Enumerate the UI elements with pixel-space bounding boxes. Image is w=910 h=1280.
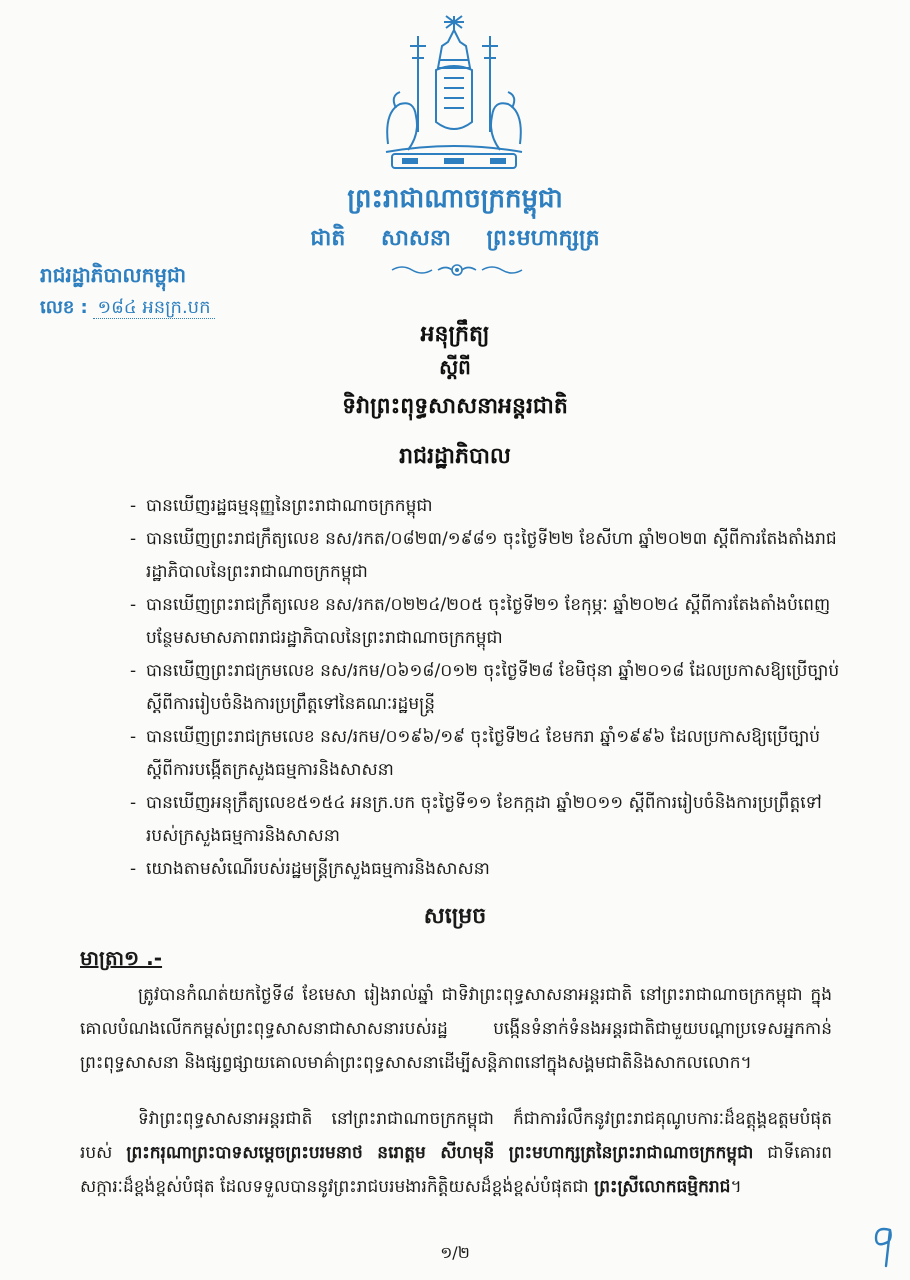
national-motto: ជាតិ សាសនា ព្រះមហាក្សត្រ	[310, 226, 600, 251]
list-item: - យោងតាមសំណើរបស់រដ្ឋមន្ត្រីក្រសួងធម្មការនិងសាសនា	[130, 853, 840, 886]
king-title: ព្រះស្រីលោកធម្មិករាជ	[594, 1177, 731, 1197]
list-item: - បានឃើញព្រះរាជក្រមលេខ នស/រកម/០១៩៦/១៩ ចុះថ្ងៃទី២៤ ខែមករា ឆ្នាំ១៩៩៦ ដែលប្រកាសឱ្យប្រើច្បាប់ស្ដីពីការបង្កើតក្រសួងធម្មការនិងសាសនា	[130, 721, 840, 787]
handwritten-initial-signature	[868, 1222, 898, 1270]
list-item: - បានឃើញអនុក្រឹត្យលេខ៥១៥៤ អនក្រ.បក ចុះថ្ងៃទី១១ ខែកក្កដា ឆ្នាំ២០១១ ស្ដីពីការរៀបចំនិងការប្រព្រឹត្តទៅរបស់ក្រសួងធម្មការនិងសាសនា	[130, 787, 840, 853]
document-subject-title: ទិវាព្រះពុទ្ធសាសនាអន្តរជាតិ	[342, 394, 568, 419]
article-1-paragraph-1: ត្រូវបានកំណត់យកថ្ងៃទី៨ ខែមេសា រៀងរាល់ឆ្នាំ ជាទិវាព្រះពុទ្ធសាសនាអន្តរជាតិ នៅព្រះរាជាណាចក្រកម្ពុជា ក្នុងគោលបំណងលើកកម្ពស់ព្រះពុទ្ធសាសនាជាសាសនារបស់រដ្ឋ បង្កើនទំនាក់ទំនងអន្តរជាតិជាមួយបណ្ដាប្រទេសអ្នកកាន់ព្រះពុទ្ធសាសនា និងផ្សព្វផ្សាយគោលមាគ៌ាព្រះពុទ្ធសាសនាដើម្បីសន្តិភាពនៅក្នុងសង្គមជាតិនិងសាកលលោក។	[80, 985, 832, 1073]
royal-coat-of-arms-emblem	[378, 12, 530, 172]
document-number-value: ១៨៤ អនក្រ.បក	[93, 297, 214, 319]
decision-heading: សម្រេច	[423, 904, 487, 929]
document-number	[40, 295, 215, 322]
paragraph-2-mid: ជាទីគោរពសក្ការៈដ៏ខ្ពង់ខ្ពស់បំផុត ដែលទទួលបាននូវព្រះរាជបរមងារកិត្តិយសដ៏ខ្ពង់ខ្ពស់បំផុតជា	[80, 1143, 833, 1197]
king-name: ព្រះករុណាព្រះបាទសម្ដេចព្រះបរមនាថ នរោត្តម សីហមុនី ព្រះមហាក្សត្រនៃព្រះរាជាណាចក្រកម្ពុជា	[126, 1143, 754, 1163]
list-item: - បានឃើញរដ្ឋធម្មនុញ្ញនៃព្រះរាជាណាចក្រកម្ពុជា	[130, 490, 840, 523]
page-number: ១/២	[440, 1243, 470, 1262]
document-number-label: លេខ :	[40, 297, 88, 318]
paragraph-2-start: ទិវាព្រះពុទ្ធសាសនាអន្តរជាតិ នៅព្រះរាជាណាចក្រកម្ពុជា ក៏ជាការរំលឹកនូវព្រះរាជគុណូបការៈដ៏ឧត្តុង្គឧត្ដមបំផុតរបស់	[80, 1109, 832, 1163]
authority-heading: រាជរដ្ឋាភិបាល	[399, 444, 511, 469]
list-item: - បានឃើញព្រះរាជក្រឹត្យលេខ នស/រកត/០៨២៣/១៩៨១ ចុះថ្ងៃទី២២ ខែសីហា ឆ្នាំ២០២៣ ស្ដីពីការតែងតាំងរាជរដ្ឋាភិបាលនៃព្រះរាជាណាចក្រកម្ពុជា	[130, 523, 840, 589]
article-1-paragraph-2	[80, 1102, 832, 1204]
article-1-heading: មាត្រា១ .-	[80, 946, 163, 970]
document-type-title: អនុក្រឹត្យ	[420, 322, 490, 347]
decorative-ornament-divider	[388, 262, 526, 278]
list-item: - បានឃើញព្រះរាជក្រឹត្យលេខ នស/រកត/០២២៤/២០៥ ចុះថ្ងៃទី២១ ខែកុម្ភៈ ឆ្នាំ២០២៤ ស្ដីពីការតែងតាំងបំពេញបន្ថែមសមាសភាពរាជរដ្ឋាភិបាលនៃព្រះរាជាណាចក្រកម្ពុជា	[130, 589, 840, 655]
government-issuer: រាជរដ្ឋាភិបាលកម្ពុជា	[40, 263, 186, 287]
title-about: ស្ដីពី	[439, 355, 471, 379]
kingdom-name-heading: ព្រះរាជាណាចក្រកម្ពុជា	[347, 184, 563, 214]
legal-references-list	[130, 490, 840, 886]
list-item: - បានឃើញព្រះរាជក្រមលេខ នស/រកម/០៦១៨/០១២ ចុះថ្ងៃទី២៨ ខែមិថុនា ឆ្នាំ២០១៨ ដែលប្រកាសឱ្យប្រើច្បាប់ស្ដីពីការរៀបចំនិងការប្រព្រឹត្តទៅនៃគណៈរដ្ឋមន្ត្រី	[130, 655, 840, 721]
paragraph-2-end: ។	[730, 1177, 742, 1197]
